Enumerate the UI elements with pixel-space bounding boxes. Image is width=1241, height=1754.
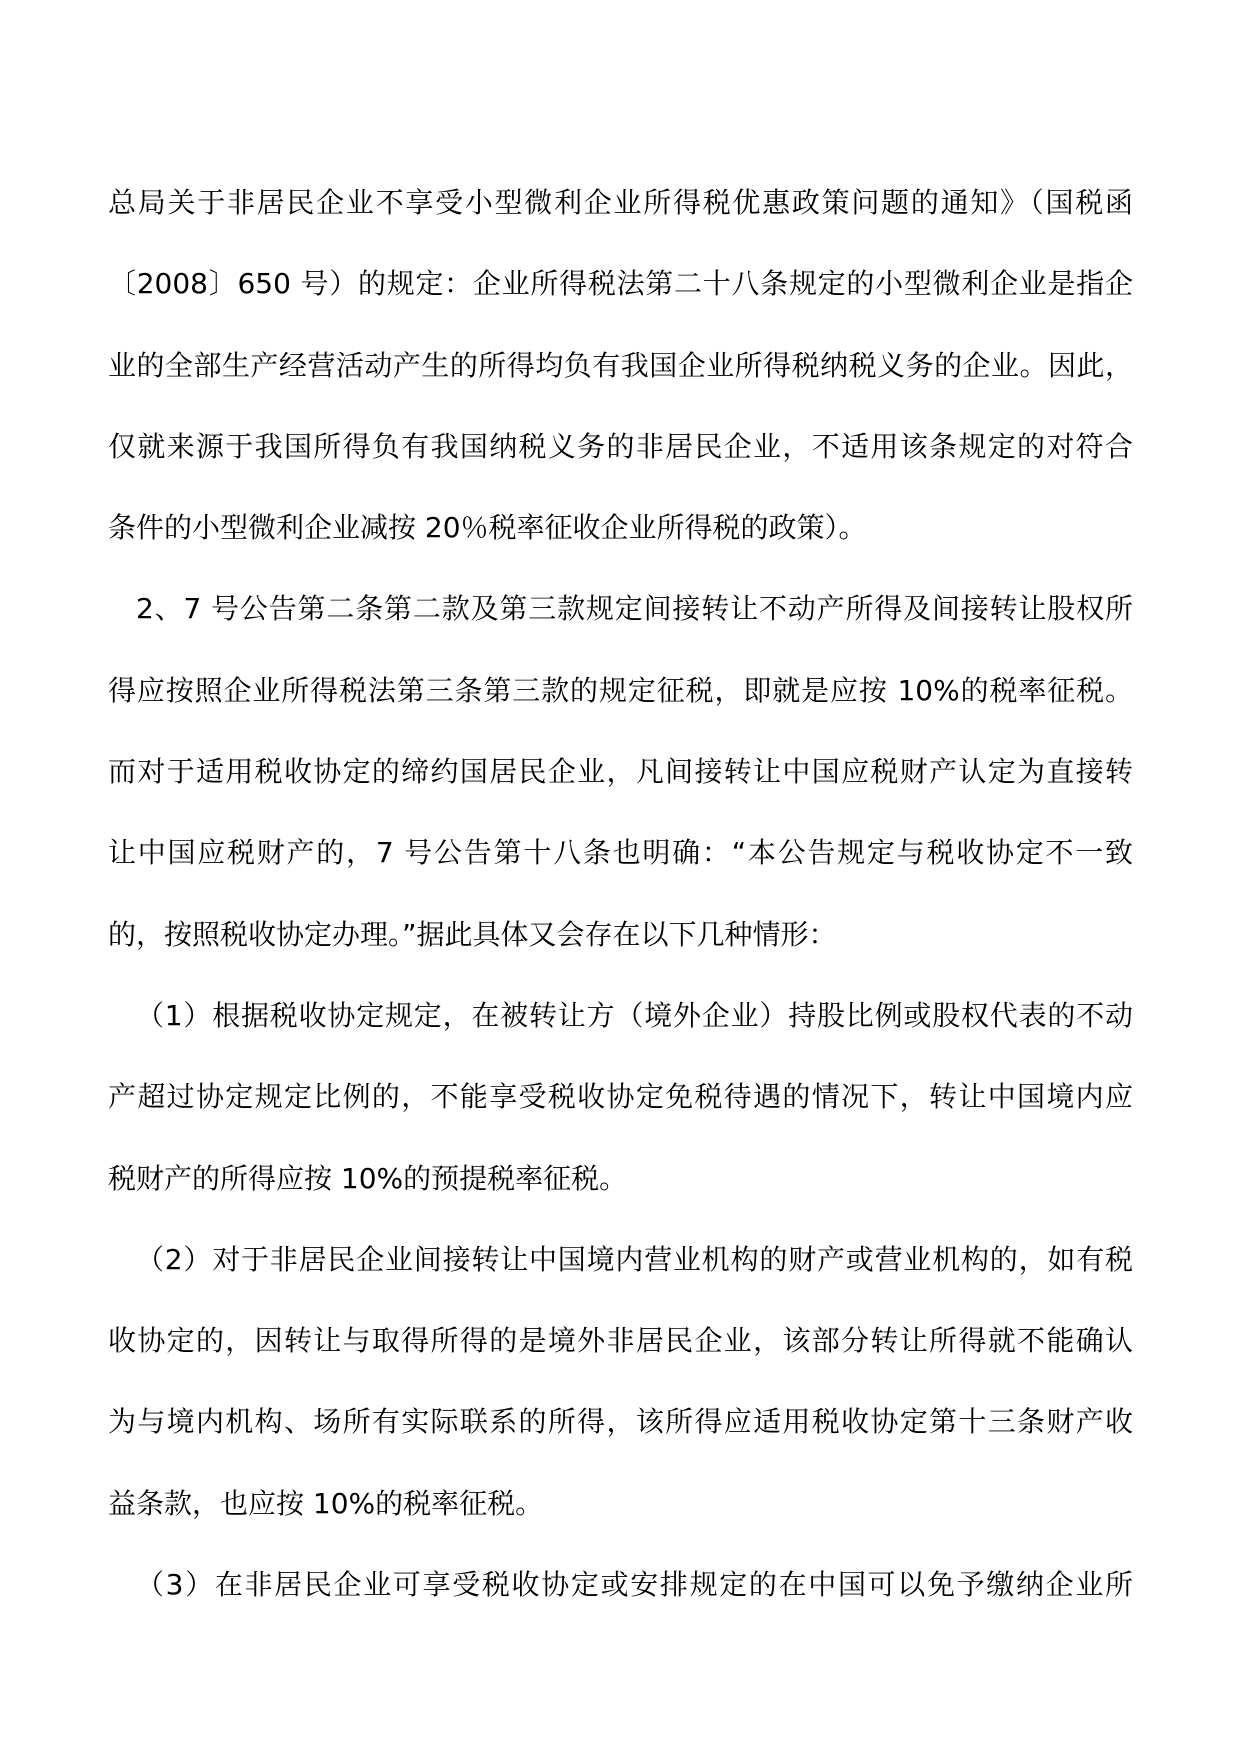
text-line: 得应按照企业所得税法第三条第三款的规定征税，即就是应按 10%的税率征税。 [108,673,1133,707]
text-line: （2）对于非居民企业间接转让中国境内营业机构的财产或营业机构的，如有税 [136,1242,1133,1276]
text-line: 业的全部生产经营活动产生的所得均负有我国企业所得税纳税义务的企业。因此， [108,348,1133,382]
text-line: 〔2008〕650 号）的规定：企业所得税法第二十八条规定的小型微利企业是指企 [108,267,1133,301]
paragraph-item-2 [108,568,1133,974]
text-line: 而对于适用税收协定的缔约国居民企业，凡间接转让中国应税财产认定为直接转 [108,755,1133,789]
text-line: 产超过协定规定比例的，不能享受税收协定免税待遇的情况下，转让中国境内应 [108,1080,1133,1114]
document-body [108,162,1133,1625]
text-line: 仅就来源于我国所得负有我国纳税义务的非居民企业，不适用该条规定的对符合 [108,429,1133,463]
text-line: 条件的小型微利企业减按 20％税率征收企业所得税的政策）。 [108,511,867,545]
paragraph-case-2 [108,1219,1133,1544]
text-line: （1）根据税收协定规定，在被转让方（境外企业）持股比例或股权代表的不动 [136,998,1133,1032]
paragraph-tax-notice-continuation [108,162,1133,568]
text-line: 总局关于非居民企业不享受小型微利企业所得税优惠政策问题的通知》（国税函 [108,186,1133,219]
text-line: 让中国应税财产的，7 号公告第十八条也明确：“本公告规定与税收协定不一致 [108,836,1133,870]
text-line: 收协定的，因转让与取得所得的是境外非居民企业，该部分转让所得就不能确认 [108,1324,1133,1358]
text-line: 2、7 号公告第二条第二款及第三款规定间接转让不动产所得及间接转让股权所 [136,592,1133,626]
text-line: 益条款，也应按 10%的税率征税。 [108,1486,544,1520]
text-line: 税财产的所得应按 10%的预提税率征税。 [108,1161,628,1195]
text-line: 为与境内机构、场所有实际联系的所得，该所得应适用税收协定第十三条财产收 [108,1405,1133,1439]
paragraph-case-1 [108,975,1133,1219]
paragraph-case-3 [108,1544,1133,1625]
text-line: 的，按照税收协定办理。”据此具体又会存在以下几种情形： [108,917,837,951]
text-line: （3）在非居民企业可享受税收协定或安排规定的在中国可以免予缴纳企业所 [136,1568,1133,1602]
